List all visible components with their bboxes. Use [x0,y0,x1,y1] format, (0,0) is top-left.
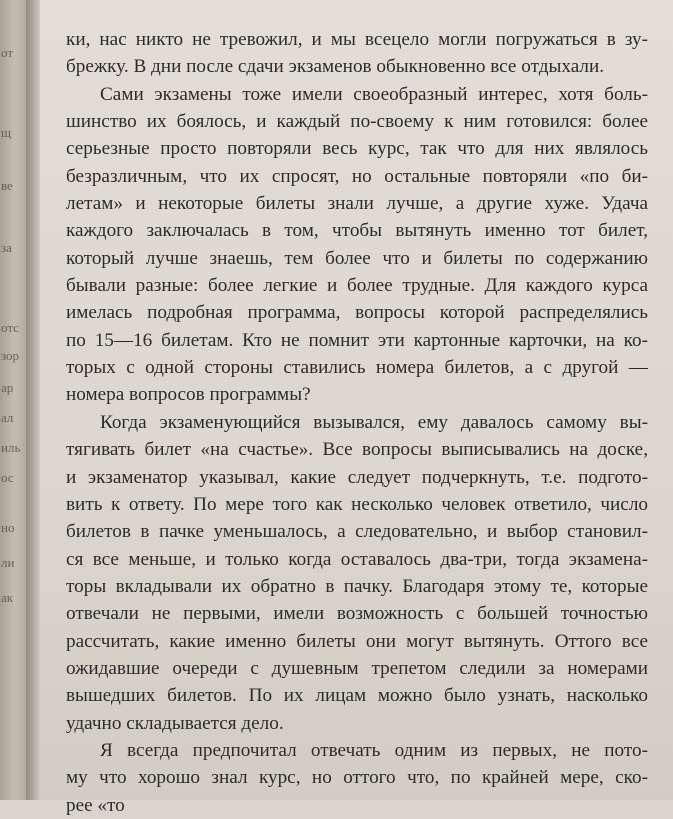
text-line: рее «то [66,794,125,816]
text-line: Когда экзаменующийся вызывался, ему давалось самому вы- [100,411,648,433]
text-line: вить к ответу. По мере того как несколько человек ответило, число [66,493,648,515]
text-line: брежку. В дни после сдачи экзаменов обыкновенно все отдыхали. [66,56,605,78]
text-line: отвечали не первыми, имели возможность с большей точностью [66,603,648,625]
book-page [40,0,673,816]
text-line: Я всегда предпочитал отвечать одним из первых, не пото- [100,739,648,761]
text-line: удачно складывается дело. [66,712,284,734]
text-line: летам» и некоторые билеты знали лучше, а другие хуже. Удача [66,193,648,215]
page-text [66,26,648,819]
paragraph [66,737,648,819]
text-line: бывали разные: более легкие и более трудные. Для каждого курса [66,275,648,297]
margin-fragment: ос [1,470,14,485]
text-line: рассчитать, какие именно билеты они могут вытянуть. Оттого все [66,630,648,652]
margin-fragment: ал [1,410,14,425]
margin-fragment: иль [1,440,21,455]
text-line: шинство их боялось, и каждый по-своему к ним готовился: более [66,111,648,133]
margin-fragment: но [1,520,15,535]
text-line: каждого заключалась в том, чтобы вытянуть именно тот билет, [66,220,648,242]
text-line: вышедших билетов. По их лицам можно было узнать, насколько [66,685,648,707]
adjacent-page-edge [0,0,26,800]
text-line: имелась подробная программа, вопросы которой распределялись [66,302,648,324]
text-line: по 15—16 билетам. Кто не помнит эти картонные карточки, на ко- [66,329,648,351]
margin-fragment: зор [1,348,20,363]
paragraph [66,26,648,81]
text-line: номера вопросов программы? [66,384,311,406]
text-line: и экзаменатор указывал, какие следует подчеркнуть, т.е. подгото- [66,466,648,488]
text-line: ся все меньше, и только когда оставалось два-три, тогда экзамена- [66,548,648,570]
margin-fragment: щ [1,125,12,140]
text-line: му что хорошо знал курс, но оттого что, по крайней мере, ско- [66,767,648,789]
text-line: торы вкладывали их обратно в пачку. Благодаря этому те, которые [66,575,648,597]
margin-fragment: от [1,45,14,60]
margin-fragment: ак [1,590,14,605]
margin-fragment: ли [1,555,15,570]
text-line: тягивать билет «на счастье». Все вопросы выписывались на доске, [66,439,648,461]
text-line: серьезные просто повторяли весь курс, так что для них являлось [66,138,648,160]
text-line: Сами экзамены тоже имели своеобразный интерес, хотя боль- [100,83,648,105]
margin-fragment: за [1,240,12,255]
paragraph [66,409,648,737]
text-line: торых с одной стороны ставились номера билетов, а с другой — [66,357,648,379]
text-line: ки, нас никто не тревожил, и мы всецело могли погружаться в зу- [66,29,648,50]
paragraph [66,81,648,409]
text-line: безразличным, что их спросят, но остальные повторяли «по би- [66,165,648,187]
margin-fragment: ар [1,380,14,395]
text-line: который лучше знаешь, тем более что и билеты по содержанию [66,247,648,269]
book-gutter [26,0,40,800]
margin-fragment: отс [1,320,19,335]
text-line: ожидавшие очереди с душевным трепетом следили за номерами [66,657,648,679]
margin-fragment: ве [1,178,13,193]
text-line: билетов в пачке уменьшалось, а следовательно, и выбор становил- [66,521,648,543]
